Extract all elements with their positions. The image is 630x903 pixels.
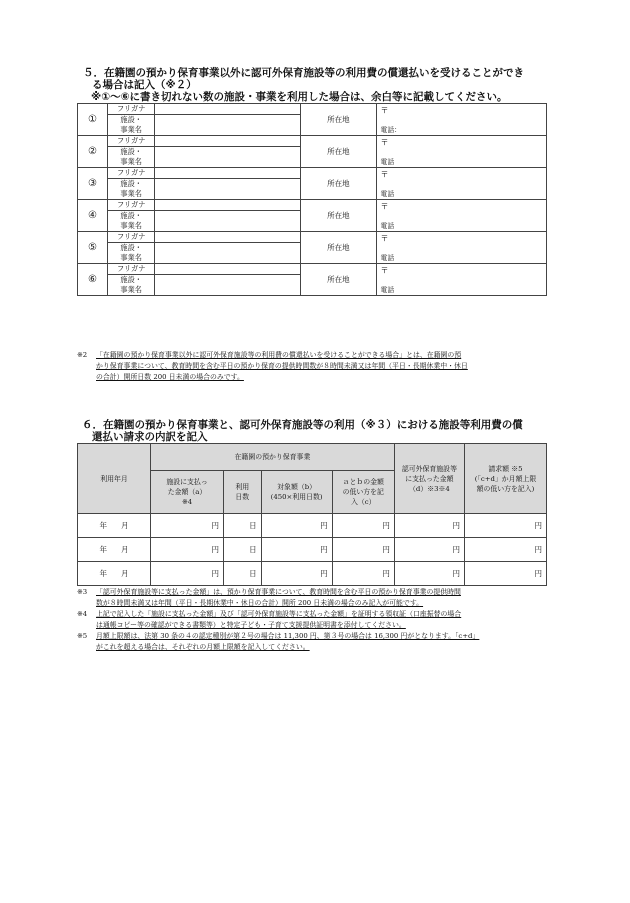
section5-title-line1: ５．在籍園の預かり保育事業以外に認可外保育施設等の利用費の償還払いを受けることができ [83, 67, 524, 79]
section6-title-line1: ６．在籍園の預かり保育事業と、認可外保育施設等の利用（※３）における施設等利用費の償 [82, 419, 523, 431]
furigana-input[interactable] [155, 168, 301, 179]
facility-row [78, 264, 547, 275]
location-label: 所在地 [301, 264, 376, 296]
postal-mark: 〒 [380, 170, 389, 179]
address-field[interactable] [376, 200, 546, 232]
note-line2: 数が８時間未満又は年間（平日・長期休業中・休日の合計）開所 200 日未満の場合のみ記入が可能です。 [96, 599, 424, 607]
furigana-label: フリガナ [107, 104, 155, 115]
note-line1: 月額上限額は、法第 30 条の４の認定種別が第２号の場合は 11,300 円、第３号の場合は 16,300 円がとなります。「c+d」 [96, 632, 480, 640]
row-number: ④ [78, 200, 108, 232]
note-line2: がこれを超える場合は、それぞれの月額上限額を記入してください。 [96, 643, 310, 651]
days-field[interactable]: 日 [224, 562, 262, 586]
address-field[interactable] [376, 168, 546, 200]
notes-section6 [77, 587, 547, 653]
header-days: 利用 日数 [224, 471, 262, 514]
facility-row [78, 200, 547, 211]
facility-label-line1: 施設・ [107, 179, 155, 190]
section5-title-line3: ※①～⑥に書き切れない数の施設・事業を利用した場合は、余白等に記載してください。 [91, 91, 508, 103]
note-mark: ※3 [77, 588, 88, 596]
furigana-label: フリガナ [107, 200, 155, 211]
row-number: ⑤ [78, 232, 108, 264]
postal-mark: 〒 [380, 234, 389, 243]
location-label: 所在地 [301, 104, 376, 136]
facility-row [78, 104, 547, 115]
amount-a-field[interactable]: 円 [151, 514, 224, 538]
facility-label-line2: 事業名 [107, 253, 155, 264]
tel-label: 電話 [380, 190, 395, 198]
furigana-label: フリガナ [107, 264, 155, 275]
month-field[interactable]: 年 月 [78, 562, 151, 586]
section6-title-line2: 還払い請求の内訳を記入 [92, 431, 208, 443]
amount-c-field[interactable]: 円 [332, 514, 394, 538]
claim-row [78, 562, 547, 586]
note-item [77, 587, 547, 598]
claim-row [78, 538, 547, 562]
facility-label-line1: 施設・ [107, 211, 155, 222]
postal-mark: 〒 [380, 106, 389, 115]
furigana-input[interactable] [155, 264, 301, 275]
tel-label: 電話 [380, 286, 395, 294]
note-2 [77, 350, 547, 383]
amount-b-field[interactable]: 円 [261, 562, 332, 586]
amount-a-field[interactable]: 円 [151, 562, 224, 586]
amount-b-field[interactable]: 円 [261, 514, 332, 538]
tel-label: 電話 [380, 222, 395, 230]
address-field[interactable] [376, 104, 546, 136]
facility-label-line1: 施設・ [107, 243, 155, 254]
header-group: 在籍園の預かり保育事業 [151, 444, 395, 471]
claim-row [78, 514, 547, 538]
tel-label: 電話： [380, 126, 401, 134]
note-2-line3: の合計）開所日数 200 日未満の場合のみです。 [96, 373, 244, 381]
location-label: 所在地 [301, 232, 376, 264]
amount-d-field[interactable]: 円 [394, 538, 464, 562]
note-mark: ※4 [77, 610, 88, 618]
tel-label: 電話 [380, 254, 395, 262]
claim-table [77, 443, 547, 586]
month-field[interactable]: 年 月 [78, 514, 151, 538]
facility-name-input[interactable] [155, 211, 301, 232]
furigana-label: フリガナ [107, 232, 155, 243]
location-label: 所在地 [301, 200, 376, 232]
location-label: 所在地 [301, 168, 376, 200]
amount-d-field[interactable]: 円 [394, 514, 464, 538]
facility-label-line2: 事業名 [107, 157, 155, 168]
header-b: 対象額（b） (450×利用日数) [261, 471, 332, 514]
amount-e-field[interactable]: 円 [464, 514, 546, 538]
facility-label-line2: 事業名 [107, 285, 155, 296]
note-2-line2: かり保育事業について、教育時間を含む平日の預かり保育の提供時間数が８時間未満又は年間（平日・長期休業中・休日 [96, 362, 468, 370]
postal-mark: 〒 [380, 138, 389, 147]
facility-label-line2: 事業名 [107, 189, 155, 200]
note-line1: 上記で記入した「施設に支払った金額」及び「認可外保育施設等に支払った金額」を証明する領収証（口座振替の場合 [96, 610, 462, 618]
days-field[interactable]: 日 [224, 538, 262, 562]
amount-a-field[interactable]: 円 [151, 538, 224, 562]
amount-d-field[interactable]: 円 [394, 562, 464, 586]
amount-c-field[interactable]: 円 [332, 538, 394, 562]
header-month: 利用年月 [78, 444, 151, 514]
row-number: ⑥ [78, 264, 108, 296]
amount-e-field[interactable]: 円 [464, 538, 546, 562]
note-item [77, 609, 547, 620]
postal-mark: 〒 [380, 266, 389, 275]
facility-label-line1: 施設・ [107, 275, 155, 286]
facility-name-input[interactable] [155, 115, 301, 136]
furigana-input[interactable] [155, 104, 301, 115]
location-label: 所在地 [301, 136, 376, 168]
row-number: ① [78, 104, 108, 136]
facility-label-line2: 事業名 [107, 221, 155, 232]
facility-table [77, 103, 547, 296]
note-mark: ※5 [77, 632, 88, 640]
facility-label-line2: 事業名 [107, 125, 155, 136]
furigana-input[interactable] [155, 200, 301, 211]
amount-b-field[interactable]: 円 [261, 538, 332, 562]
furigana-label: フリガナ [107, 168, 155, 179]
row-number: ② [78, 136, 108, 168]
facility-row [78, 232, 547, 243]
note-2-mark: ※2 [77, 351, 88, 359]
address-field[interactable] [376, 232, 546, 264]
postal-mark: 〒 [380, 202, 389, 211]
facility-name-input[interactable] [155, 243, 301, 264]
furigana-input[interactable] [155, 232, 301, 243]
tel-label: 電話 [380, 158, 395, 166]
address-field[interactable] [376, 264, 546, 296]
amount-c-field[interactable]: 円 [332, 562, 394, 586]
days-field[interactable]: 日 [224, 514, 262, 538]
note-2-line1: 「在籍園の預かり保育事業以外に認可外保育施設等の利用費の償還払いを受けることができる場合」とは、在籍園の預 [96, 351, 462, 359]
facility-row [78, 136, 547, 147]
facility-name-input[interactable] [155, 275, 301, 296]
facility-label-line1: 施設・ [107, 147, 155, 158]
address-field[interactable] [376, 136, 546, 168]
facility-name-input[interactable] [155, 147, 301, 168]
facility-label-line1: 施設・ [107, 115, 155, 126]
facility-name-input[interactable] [155, 179, 301, 200]
header-a: 施設に支払っ た金額（a） ※4 [151, 471, 224, 514]
header-d: 認可外保育施設等 に支払った金額 （d）※3※4 [394, 444, 464, 514]
facility-row [78, 168, 547, 179]
note-line1: 「認可外保育施設等に支払った金額」は、預かり保育事業について、教育時間を含む平日の預かり保育事業の提供時間 [96, 588, 461, 596]
row-number: ③ [78, 168, 108, 200]
furigana-input[interactable] [155, 136, 301, 147]
amount-e-field[interactable]: 円 [464, 562, 546, 586]
furigana-label: フリガナ [107, 136, 155, 147]
note-item [77, 631, 547, 642]
header-c: ａとｂの金額 の低い方を記 入（c） [332, 471, 394, 514]
month-field[interactable]: 年 月 [78, 538, 151, 562]
header-e: 請求額 ※5 (「c+d」か月額上限 額の低い方を記入) [464, 444, 546, 514]
note-line2: は通帳コピー等の確認ができる書類等）と特定子ども・子育て支援提供証明書を添付してください。 [96, 621, 406, 629]
section5-title-line2: る場合は記入（※２） [92, 79, 197, 91]
